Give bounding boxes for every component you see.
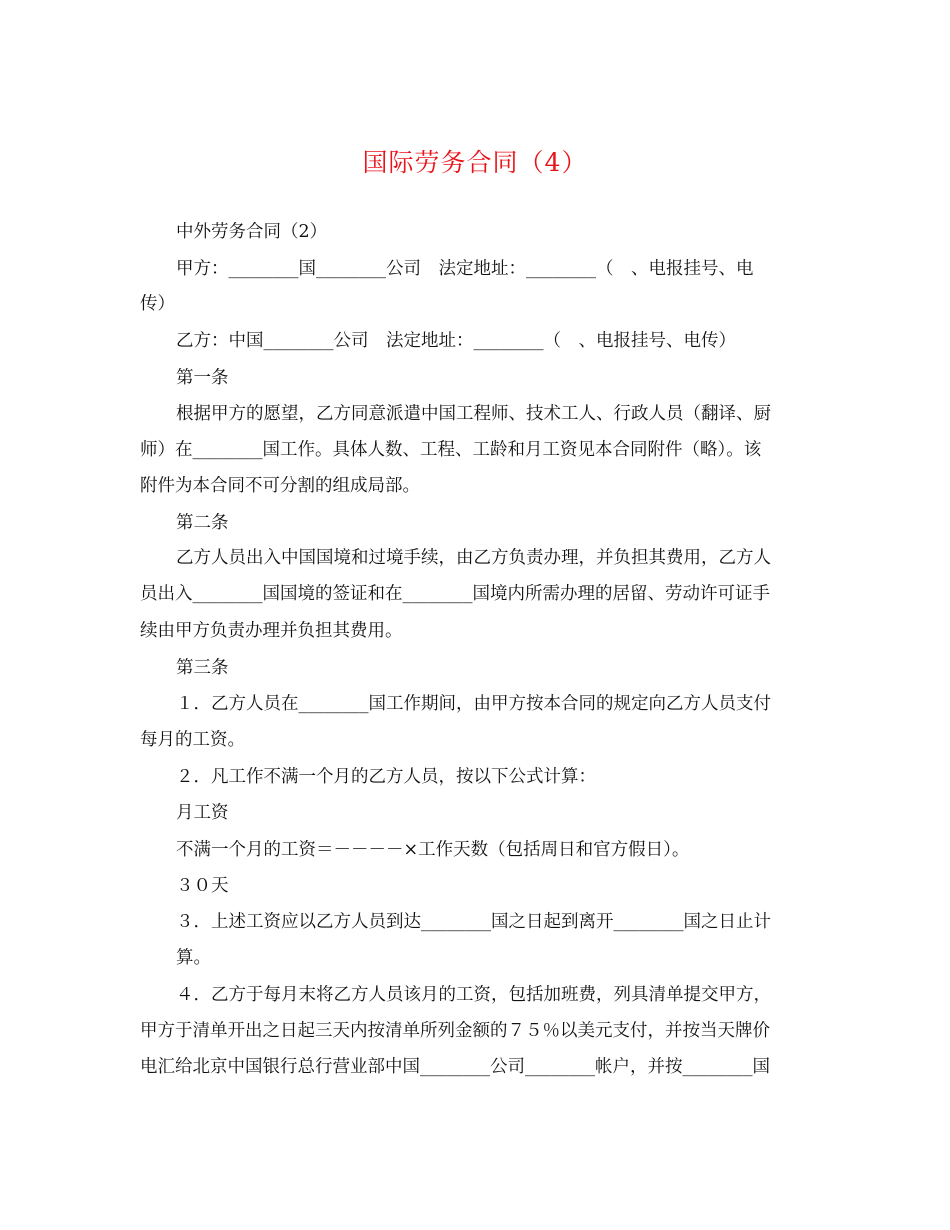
party-a-line-cont: 传） [140,294,175,314]
formula-line: 不满一个月的工资＝－－－－×工作天数（包括周日和官方假日）。 [176,840,690,860]
document-title: 国际劳务合同（4） [362,148,588,177]
clause-line: 甲方于清单开出之日起三天内按清单所列金额的７５％以美元支付，并按当天牌价 [140,1021,770,1041]
clause-line: 算。 [176,948,211,968]
article-2-heading: 第二条 [176,513,229,533]
clause-line: １．乙方人员在________国工作期间，由甲方按本合同的规定向乙方人员支付 [176,694,771,714]
clause-line: ３．上述工资应以乙方人员到达________国之日起到离开________国之日止计 [176,912,771,932]
clause-line: 每月的工资。 [140,730,245,750]
clause-line: ４．乙方于每月末将乙方人员该月的工资，包括加班费，列具清单提交甲方， [176,985,771,1005]
party-a-line: 甲方：________国________公司 法定地址：________（ 、电报挂号、电 [176,259,754,279]
paragraph-line: 员出入________国国境的签证和在________国境内所需办理的居留、劳动许可证手 [140,584,770,604]
paragraph-line: 乙方人员出入中国国境和过境手续，由乙方负责办理，并负担其费用，乙方人 [176,548,771,568]
paragraph-line: 根据甲方的愿望，乙方同意派遣中国工程师、技术工人、行政人员（翻译、厨 [176,404,771,424]
formula-numerator: 月工资 [176,803,229,823]
contract-subtitle: 中外劳务合同（2） [176,222,328,242]
party-b-line: 乙方：中国________公司 法定地址：________（ 、电报挂号、电传） [176,331,736,351]
paragraph-line: 续由甲方负责办理并负担其费用。 [140,621,403,641]
article-1-heading: 第一条 [176,368,229,388]
clause-line: ２．凡工作不满一个月的乙方人员，按以下公式计算： [176,767,596,787]
paragraph-line: 师）在________国工作。具体人数、工程、工龄和月工资见本合同附件（略）。该 [140,440,762,460]
formula-denominator: ３０天 [176,876,229,896]
article-3-heading: 第三条 [176,658,229,678]
clause-line: 电汇给北京中国银行总行营业部中国________公司________帐户，并按________国 [140,1057,770,1077]
paragraph-line: 附件为本合同不可分割的组成局部。 [140,476,420,496]
